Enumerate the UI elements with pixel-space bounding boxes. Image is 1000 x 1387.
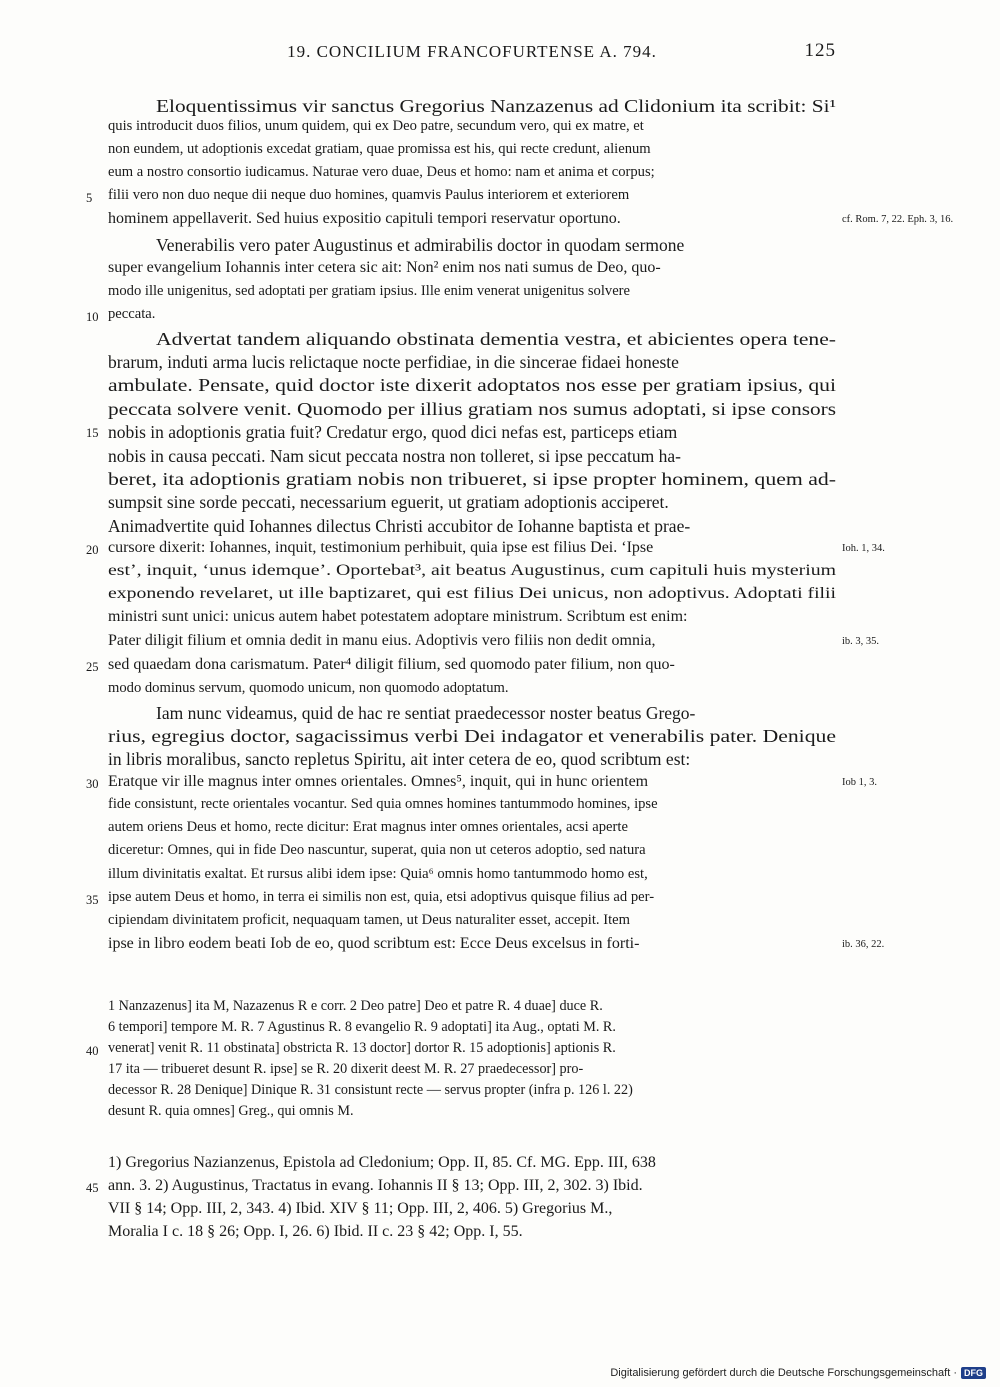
main-text-line — [108, 773, 836, 796]
main-text-line-text: sumpsit sine sorde peccati, necessarium eguerit, ut gratiam adoptionis acciperet. — [108, 492, 669, 512]
margin-reference: ib. 36, 22. — [842, 939, 885, 950]
apparatus-line-text: 17 ita — tribueret desunt R. ipse] se R. 20 dixerit deest M. R. 27 praedecessor] pro- — [108, 1061, 584, 1077]
main-text-line-text: illum divinitatis exaltat. Et rursus alibi idem ipse: Quia⁶ omnis homo tantummodo homo est, — [108, 866, 648, 882]
main-text-line — [108, 819, 836, 842]
main-text-line — [108, 889, 836, 912]
main-text-line — [108, 912, 836, 935]
main-text-line — [156, 235, 836, 258]
main-text-line-text: Eratque vir ille magnus inter omnes orientales. Omnes⁵, inquit, qui in hunc orientem — [108, 773, 649, 790]
main-text-line-text: Iam nunc videamus, quid de hac re sentiat praedecessor noster beatus Grego- — [156, 703, 696, 723]
main-text-line — [108, 422, 836, 445]
footnote-line — [108, 1177, 836, 1200]
footnote-line-text: VII § 14; Opp. III, 2, 343. 4) Ibid. XIV § 11; Opp. III, 2, 406. 5) Gregorius M., — [108, 1200, 613, 1217]
footnote-line — [108, 1200, 836, 1223]
footnote-line — [108, 1223, 836, 1246]
main-text-line — [156, 703, 836, 726]
main-text-line-text: peccata solvere venit. Quomodo per illius gratiam nos sumus adoptati, si ipse consors — [108, 399, 836, 419]
main-text-line — [108, 842, 836, 865]
main-text-line — [108, 608, 836, 631]
main-text-line-text: hominem appellaverit. Sed huius expositio capituli tempori reservatur oportuno. — [108, 210, 621, 227]
main-text-line — [108, 118, 836, 141]
apparatus-line-text: venerat] venit R. 11 obstinata] obstricta R. 13 doctor] dortor R. 15 adoptionis] aptionis R. — [108, 1040, 616, 1056]
line-number: 20 — [86, 543, 99, 557]
apparatus-line — [108, 1103, 836, 1126]
main-text-line-text: Animadvertite quid Iohannes dilectus Christi accubitor de Iohanne baptista et prae- — [108, 516, 691, 536]
line-number: 30 — [86, 777, 99, 791]
main-text-line — [108, 516, 836, 539]
apparatus-line — [108, 1019, 836, 1042]
main-text-line-text: brarum, induti arma lucis relictaque nocte perfidiae, in die sincerae fidaei honeste — [108, 352, 679, 372]
main-text-line — [108, 935, 836, 958]
main-text-line — [108, 187, 836, 210]
apparatus-line — [108, 1082, 836, 1105]
main-text-line — [156, 96, 836, 119]
main-text-line-text: filii vero non duo neque dii neque duo homines, quamvis Paulus interiorem et exteriorem — [108, 187, 630, 203]
main-text-line — [108, 749, 836, 772]
dfg-logo: DFG — [961, 1367, 986, 1379]
apparatus-line-text: decessor R. 28 Denique] Dinique R. 31 consistunt recte — servus propter (infra p. 126 l. 22) — [108, 1082, 633, 1098]
main-text-line-text: nobis in adoptionis gratia fuit? Credatur ergo, quod dici nefas est, particeps etiam — [108, 422, 678, 442]
margin-reference: cf. Rom. 7, 22. Eph. 3, 16. — [842, 214, 954, 225]
main-text-line — [108, 562, 836, 585]
page-number: 125 — [804, 40, 836, 61]
main-text-line — [108, 585, 836, 608]
apparatus-line — [108, 1040, 836, 1063]
main-text-line-text: Pater diligit filium et omnia dedit in manu eius. Adoptivis vero filiis non dedit omnia, — [108, 632, 656, 649]
digitization-credit — [610, 1367, 986, 1379]
main-text-line — [108, 632, 836, 655]
main-text-line-text: fide consistunt, recte orientales vocantur. Sed quia omnes homines tantummodo homines, ipse — [108, 796, 658, 812]
line-number: 35 — [86, 893, 99, 907]
main-text-line-text: cipiendam divinitatem proficit, nequaquam tamen, ut Deus naturaliter esset, accepit. Item — [108, 912, 630, 928]
line-number: 45 — [86, 1181, 99, 1195]
line-number: 10 — [86, 310, 99, 324]
apparatus-line-text: 1 Nanzazenus] ita M, Nazazenus R e corr. 2 Deo patre] Deo et patre R. 4 duae] duce R. — [108, 998, 603, 1014]
main-text-line — [108, 446, 836, 469]
footnote-line — [108, 1154, 836, 1177]
main-text-line-text: ipse in libro eodem beati Iob de eo, quod scribtum est: Ecce Deus excelsus in forti- — [108, 935, 640, 952]
main-text-line-text: modo ille unigenitus, sed adoptati per gratiam ipsius. Ille enim venerat unigenitus solvere — [108, 283, 631, 299]
main-text-line-text: exponendo revelaret, ut ille baptizaret, qui est filius Dei unicus, non adoptivus. Adoptati filii — [108, 585, 836, 602]
main-text-line-text: quis introducit duos filios, unum quidem, qui ex Deo patre, secundum vero, qui ex matre, et — [108, 118, 644, 134]
main-text-line-text: cursore dixerit: Iohannes, inquit, testimonium perhibuit, quia ipse est filius Dei. ‘Ipse — [108, 539, 654, 556]
main-text-line — [108, 399, 836, 422]
main-text-line — [156, 329, 836, 352]
main-text-line-text: Venerabilis vero pater Augustinus et admirabilis doctor in quodam sermone — [156, 235, 685, 255]
main-text-line-text: non eundem, ut adoptionis excedat gratiam, quae promissa est his, qui recte credunt, alienum — [108, 141, 651, 157]
apparatus-line — [108, 1061, 836, 1084]
main-text-line-text: autem oriens Deus et homo, recte dicitur: Erat magnus inter omnes orientales, acsi aperte — [108, 819, 628, 835]
footnote-line-text: Moralia I c. 18 § 26; Opp. I, 26. 6) Ibid. II c. 23 § 42; Opp. I, 55. — [108, 1223, 523, 1240]
line-number: 15 — [86, 426, 99, 440]
main-text-line-text: est’, inquit, ‘unus idemque’. Oportebat³, ait beatus Augustinus, cum capituli huis mysterium — [108, 562, 836, 579]
main-text-line-text: diceretur: Omnes, qui in fide Deo nascuntur, superat, quia non ut ceteros adoptio, sed natura — [108, 842, 646, 858]
main-text-line — [108, 492, 836, 515]
credit-text: Digitalisierung gefördert durch die Deutsche Forschungsgemeinschaft · — [610, 1367, 957, 1379]
main-text-line — [108, 680, 836, 703]
running-title: 19. CONCILIUM FRANCOFURTENSE A. 794. — [287, 42, 657, 61]
line-number: 5 — [86, 191, 93, 205]
main-text-line — [108, 352, 836, 375]
main-text-line — [108, 656, 836, 679]
main-text-line — [108, 796, 836, 819]
main-text-line-text: beret, ita adoptionis gratiam nobis non tribueret, si ipse propter hominem, quem ad- — [108, 469, 836, 489]
main-text-line — [108, 539, 836, 562]
main-text-line — [108, 306, 836, 329]
main-text-line-text: ipse autem Deus et homo, in terra ei similis non est, quia, etsi adoptivus quisque filius ad per- — [108, 889, 655, 905]
line-number: 40 — [86, 1044, 99, 1058]
apparatus-line — [108, 998, 836, 1021]
main-text-line-text: super evangelium Iohannis inter cetera sic ait: Non² enim nos nati sumus de Deo, quo- — [108, 259, 661, 276]
main-text-line-text: peccata. — [108, 306, 156, 322]
main-text-line-text: ministri sunt unici: unicus autem habet potestatem adoptare ministrum. Scribtum est enim: — [108, 608, 688, 625]
main-text-line-text: nobis in causa peccati. Nam sicut peccata nostra non tolleret, si ipse peccatum ha- — [108, 446, 681, 466]
main-text-line — [108, 726, 836, 749]
margin-reference: Iob 1, 3. — [842, 777, 877, 788]
main-text-line-text: sed quaedam dona carismatum. Pater⁴ diligit filium, sed quomodo pater filium, non quo- — [108, 656, 675, 673]
main-text-line — [108, 283, 836, 306]
main-text-line — [108, 210, 836, 233]
main-text-line — [108, 375, 836, 398]
apparatus-line-text: 6 tempori] tempore M. R. 7 Agustinus R. 8 evangelio R. 9 adoptati] ita Aug., optati M. R. — [108, 1019, 616, 1035]
line-number: 25 — [86, 660, 99, 674]
margin-reference: Ioh. 1, 34. — [842, 543, 885, 554]
main-text-line-text: Advertat tandem aliquando obstinata dementia vestra, et abicientes opera tene- — [156, 329, 836, 349]
main-text-line — [108, 866, 836, 889]
main-text-line-text: in libris moralibus, sancto repletus Spiritu, ait inter cetera de eo, quod scribtum est: — [108, 749, 691, 769]
main-text-line-text: rius, egregius doctor, sagacissimus verbi Dei indagator et venerabilis pater. Denique — [108, 726, 837, 746]
main-text-line-text: Eloquentissimus vir sanctus Gregorius Nanzazenus ad Clidonium ita scribit: Si¹ — [156, 96, 836, 116]
main-text-line-text: eum a nostro consortio iudicamus. Naturae vero duae, Deus et homo: nam et anima et corpus; — [108, 164, 655, 180]
main-text-line — [108, 164, 836, 187]
main-text-line-text: ambulate. Pensate, quid doctor iste dixerit adoptatos nos esse per gratiam ipsius, qui — [108, 375, 836, 395]
main-text-line — [108, 469, 836, 492]
footnote-line-text: 1) Gregorius Nazianzenus, Epistola ad Cledonium; Opp. II, 85. Cf. MG. Epp. III, 638 — [108, 1154, 656, 1171]
apparatus-line-text: desunt R. quia omnes] Greg., qui omnis M. — [108, 1103, 354, 1119]
main-text-line-text: modo dominus servum, quomodo unicum, non quomodo adoptatum. — [108, 680, 509, 696]
running-header — [108, 40, 836, 70]
margin-reference: ib. 3, 35. — [842, 636, 880, 647]
main-text-line — [108, 259, 836, 282]
main-text-line — [108, 141, 836, 164]
footnote-line-text: ann. 3. 2) Augustinus, Tractatus in evang. Iohannis II § 13; Opp. III, 2, 302. 3) Ibid. — [108, 1177, 643, 1194]
